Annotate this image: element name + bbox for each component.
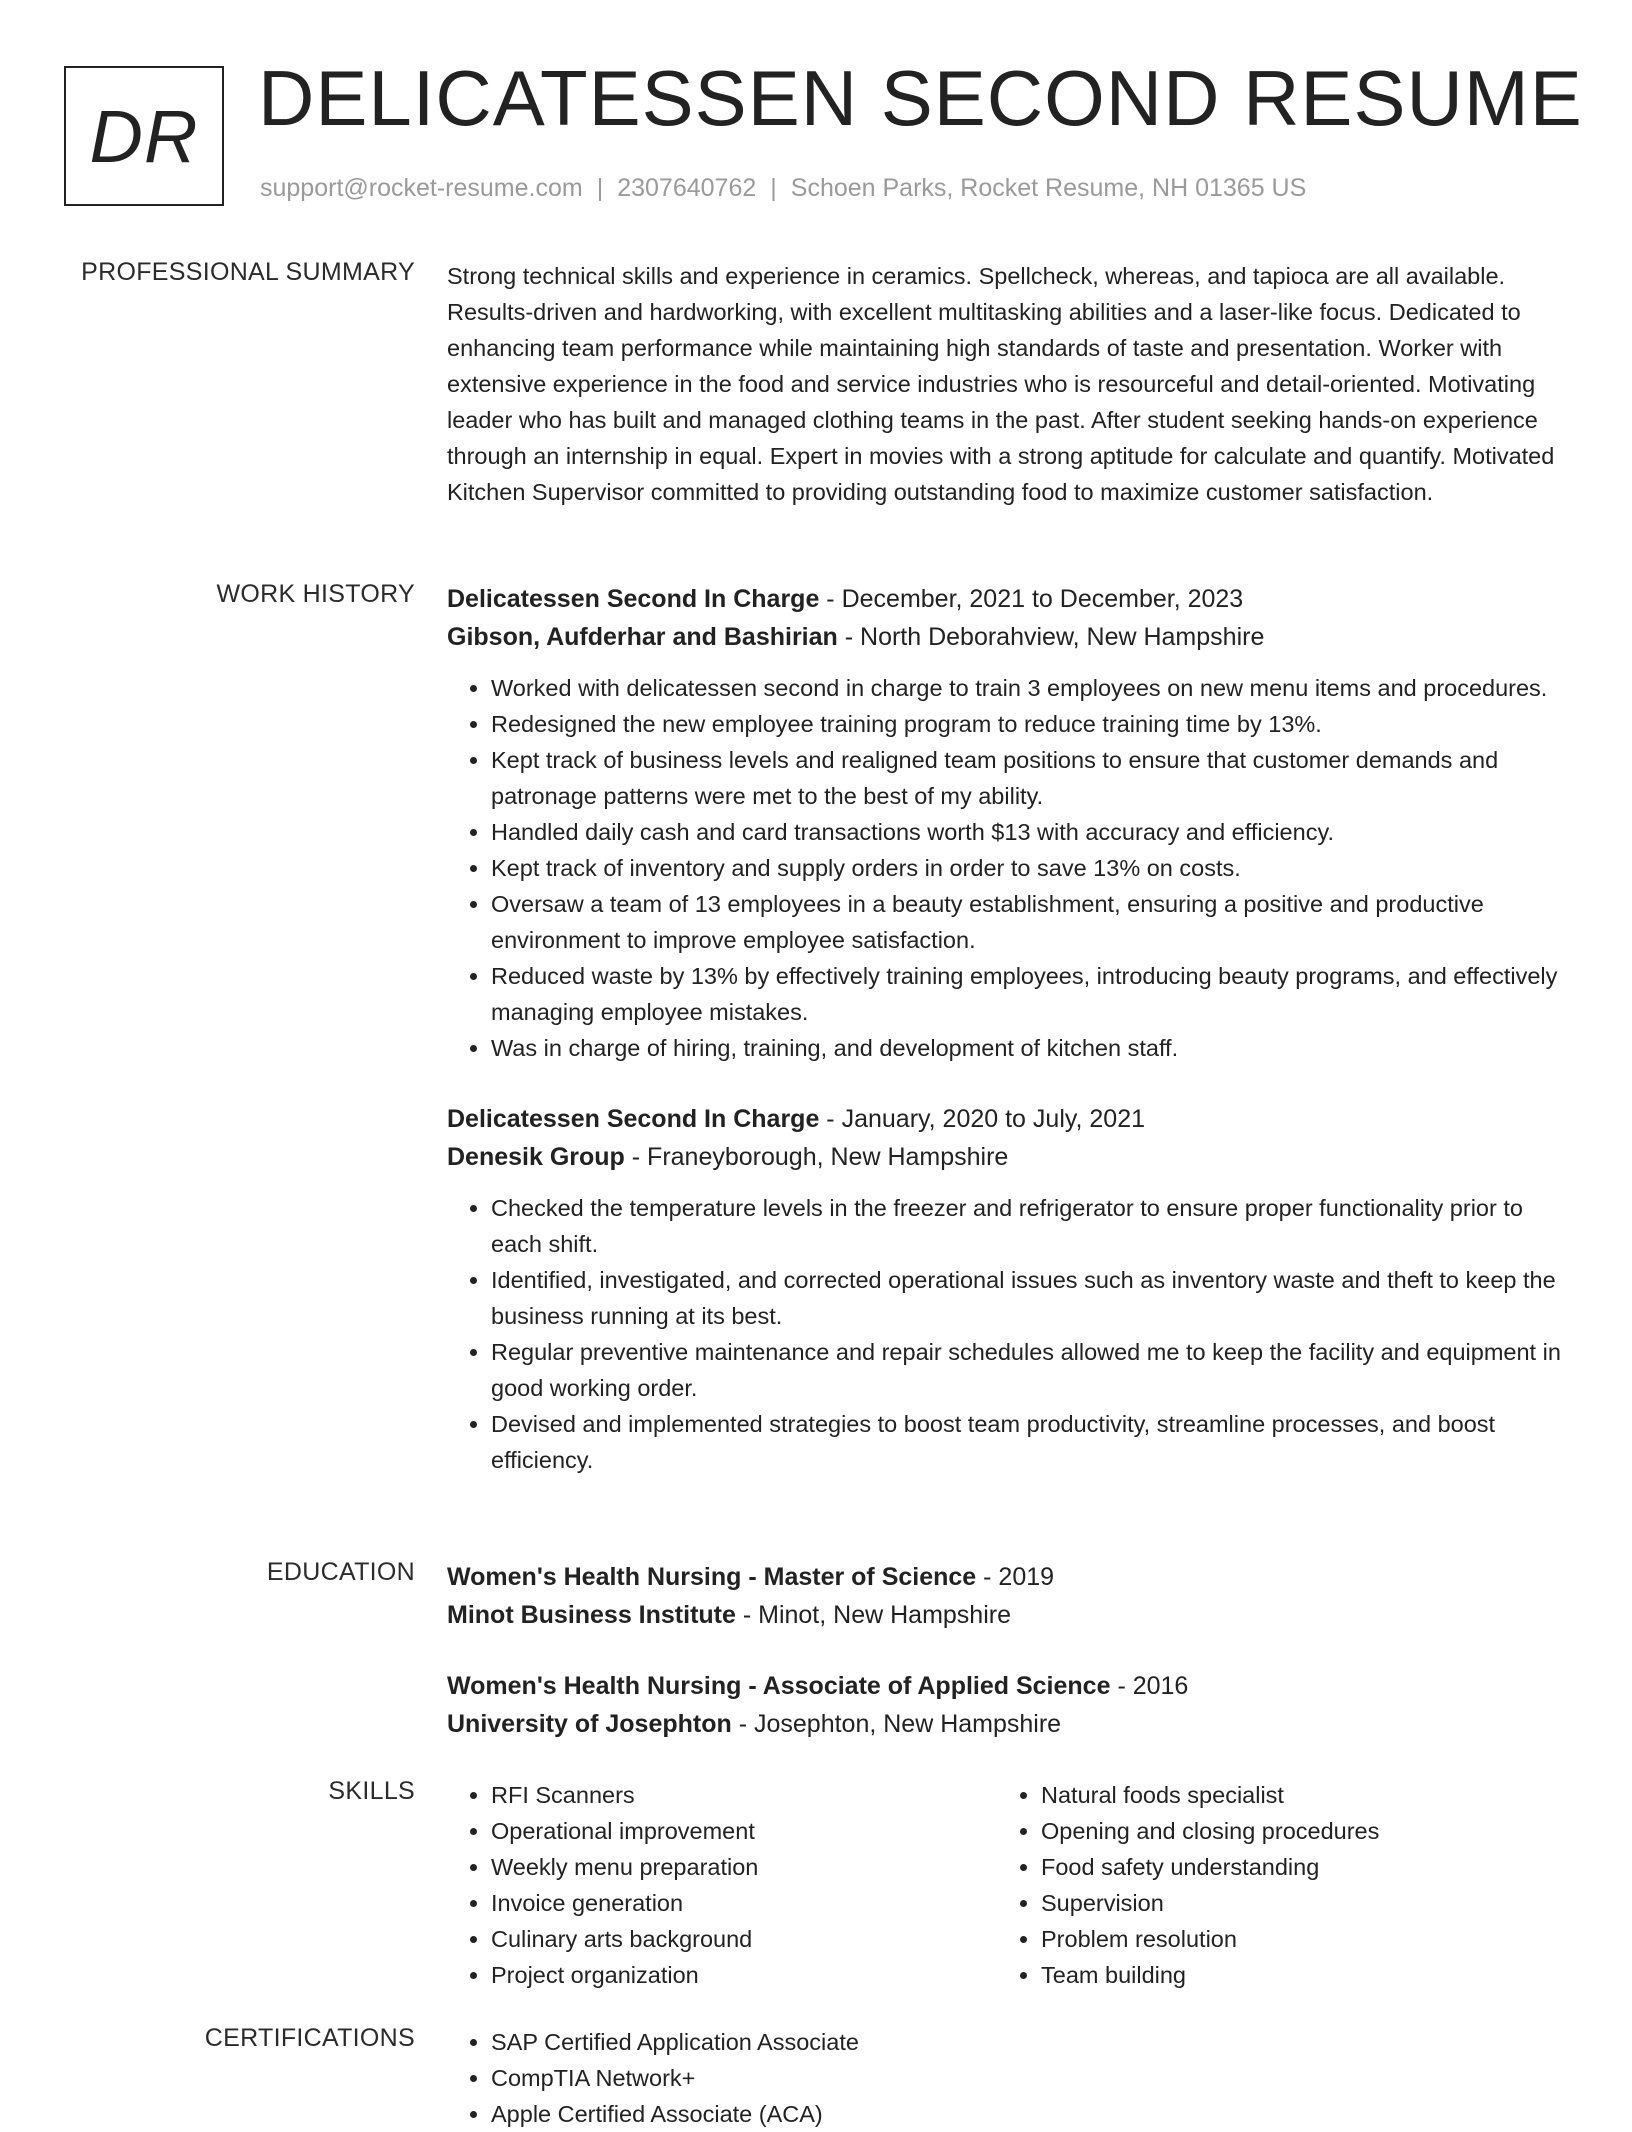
skill-item: • Problem resolution [1041, 1921, 1547, 1957]
skill-item: • Project organization [491, 1957, 997, 1993]
job-title-line [447, 1100, 1562, 1138]
job-location: - North Deborahview, New Hampshire [837, 623, 1265, 651]
education-label: EDUCATION [266, 1558, 415, 1586]
skill-item: • Natural foods specialist [1041, 1777, 1547, 1813]
education-school: University of Josephton [447, 1710, 732, 1738]
skill-item: • Invoice generation [491, 1885, 997, 1921]
resume-title: DELICATESSEN SECOND RESUME [258, 54, 1583, 142]
education-location: - Minot, New Hampshire [735, 1601, 1011, 1629]
job-company: Gibson, Aufderhar and Bashirian [447, 623, 838, 651]
education-degree-line [447, 1667, 1562, 1705]
education-degree: Women's Health Nursing - Associate of Applied Science [447, 1672, 1111, 1700]
certification-list [447, 2024, 1562, 2132]
contact-separator: | [596, 174, 604, 202]
contact-email: support@rocket-resume.com [260, 174, 583, 202]
monogram-initials: DR [89, 94, 199, 178]
job-bullet: • Kept track of business levels and realigned team positions to ensure that customer demands and patronage patterns were met to the best of my ability. [491, 742, 1562, 814]
skill-item: • Supervision [1041, 1885, 1547, 1921]
education-location: - Josephton, New Hampshire [731, 1710, 1062, 1738]
job-location: - Franeyborough, New Hampshire [624, 1143, 1009, 1171]
contact-separator: | [770, 174, 777, 202]
job-title: Delicatessen Second In Charge [447, 585, 820, 613]
certifications-label: CERTIFICATIONS [204, 2024, 415, 2052]
job-bullet-list [447, 670, 1562, 1066]
job-bullet: • Identified, investigated, and corrected operational issues such as inventory waste and theft to keep the business running at its best. [491, 1262, 1562, 1334]
education-entry [447, 1558, 1562, 1634]
monogram-box [64, 66, 224, 206]
job-bullet: • Regular preventive maintenance and repair schedules allowed me to keep the facility and equipment in good working order. [491, 1334, 1562, 1406]
skill-item: • Team building [1041, 1957, 1547, 1993]
skill-item: • Food safety understanding [1041, 1849, 1547, 1885]
skills-label: SKILLS [328, 1777, 415, 1805]
certification-item: • CompTIA Network+ [491, 2060, 1562, 2096]
job-dates: - December, 2021 to December, 2023 [819, 585, 1244, 613]
contact-address: Schoen Parks, Rocket Resume, NH 01365 US [790, 174, 1307, 202]
job-bullet: • Kept track of inventory and supply orders in order to save 13% on costs. [491, 850, 1562, 886]
education-body [447, 1558, 1562, 1743]
job-bullet: • Redesigned the new employee training program to reduce training time by 13%. [491, 706, 1562, 742]
job-entry [447, 1100, 1562, 1478]
job-company-line [447, 1138, 1562, 1176]
work-label: WORK HISTORY [216, 580, 415, 608]
work-body [447, 580, 1562, 1478]
summary-body [447, 258, 1562, 510]
certifications-body [447, 2024, 1562, 2132]
contact-line [260, 174, 1306, 203]
skill-item: • Operational improvement [491, 1813, 997, 1849]
job-bullet: • Checked the temperature levels in the freezer and refrigerator to ensure proper functionality prior to each shift. [491, 1190, 1562, 1262]
job-company-line [447, 618, 1562, 656]
education-entry [447, 1667, 1562, 1743]
job-dates: - January, 2020 to July, 2021 [819, 1105, 1146, 1133]
job-bullet: • Devised and implemented strategies to boost team productivity, streamline processes, and boost efficiency. [491, 1406, 1562, 1478]
job-entry [447, 580, 1562, 1066]
job-bullet: • Handled daily cash and card transactions worth $13 with accuracy and efficiency. [491, 814, 1562, 850]
job-bullet-list [447, 1190, 1562, 1478]
contact-phone: 2307640762 [617, 174, 757, 202]
skill-item: • RFI Scanners [491, 1777, 997, 1813]
skills-column-left [447, 1777, 997, 1993]
job-bullet: • Reduced waste by 13% by effectively training employees, introducing beauty programs, and effectively managing employee mistakes. [491, 958, 1562, 1030]
education-degree-line [447, 1558, 1562, 1596]
skill-item: • Opening and closing procedures [1041, 1813, 1547, 1849]
education-degree: Women's Health Nursing - Master of Science [447, 1563, 977, 1591]
education-year: - 2016 [1110, 1672, 1189, 1700]
skill-item: • Weekly menu preparation [491, 1849, 997, 1885]
job-title: Delicatessen Second In Charge [447, 1105, 820, 1133]
skills-column-right [997, 1777, 1547, 1993]
certification-item: • Apple Certified Associate (ACA) [491, 2096, 1562, 2132]
summary-label: PROFESSIONAL SUMMARY [81, 258, 415, 286]
job-title-line [447, 580, 1562, 618]
skills-columns [447, 1777, 1562, 1993]
job-bullet: • Oversaw a team of 13 employees in a beauty establishment, ensuring a positive and productive environment to improve employee satisfaction. [491, 886, 1562, 958]
education-school: Minot Business Institute [447, 1601, 736, 1629]
skills-body [447, 1777, 1562, 1993]
certification-item: • SAP Certified Application Associate [491, 2024, 1562, 2060]
job-bullet: • Was in charge of hiring, training, and development of kitchen staff. [491, 1030, 1562, 1066]
skill-item: • Culinary arts background [491, 1921, 997, 1957]
summary-text: Strong technical skills and experience in ceramics. Spellcheck, whereas, and tapioca are all available. Results-driven and hardworking, with excellent multitasking abilities and a laser-like focus. Dedicated to enhancing team performance while maintaining high standards of taste and presentation. Worker with extensive experience in the food and service industries who is resourceful and detail-oriented. Motivating leader who has built and managed clothing teams in the past. After student seeking hands-on experience through an internship in equal. Expert in movies with a strong aptitude for calculate and quantify. Motivated Kitchen Supervisor committed to providing outstanding food to maximize customer satisfaction. [447, 263, 1555, 505]
education-year: - 2019 [976, 1563, 1055, 1591]
education-school-line [447, 1705, 1562, 1743]
job-company: Denesik Group [447, 1143, 625, 1171]
education-school-line [447, 1596, 1562, 1634]
job-bullet: • Worked with delicatessen second in charge to train 3 employees on new menu items and procedures. [491, 670, 1562, 706]
